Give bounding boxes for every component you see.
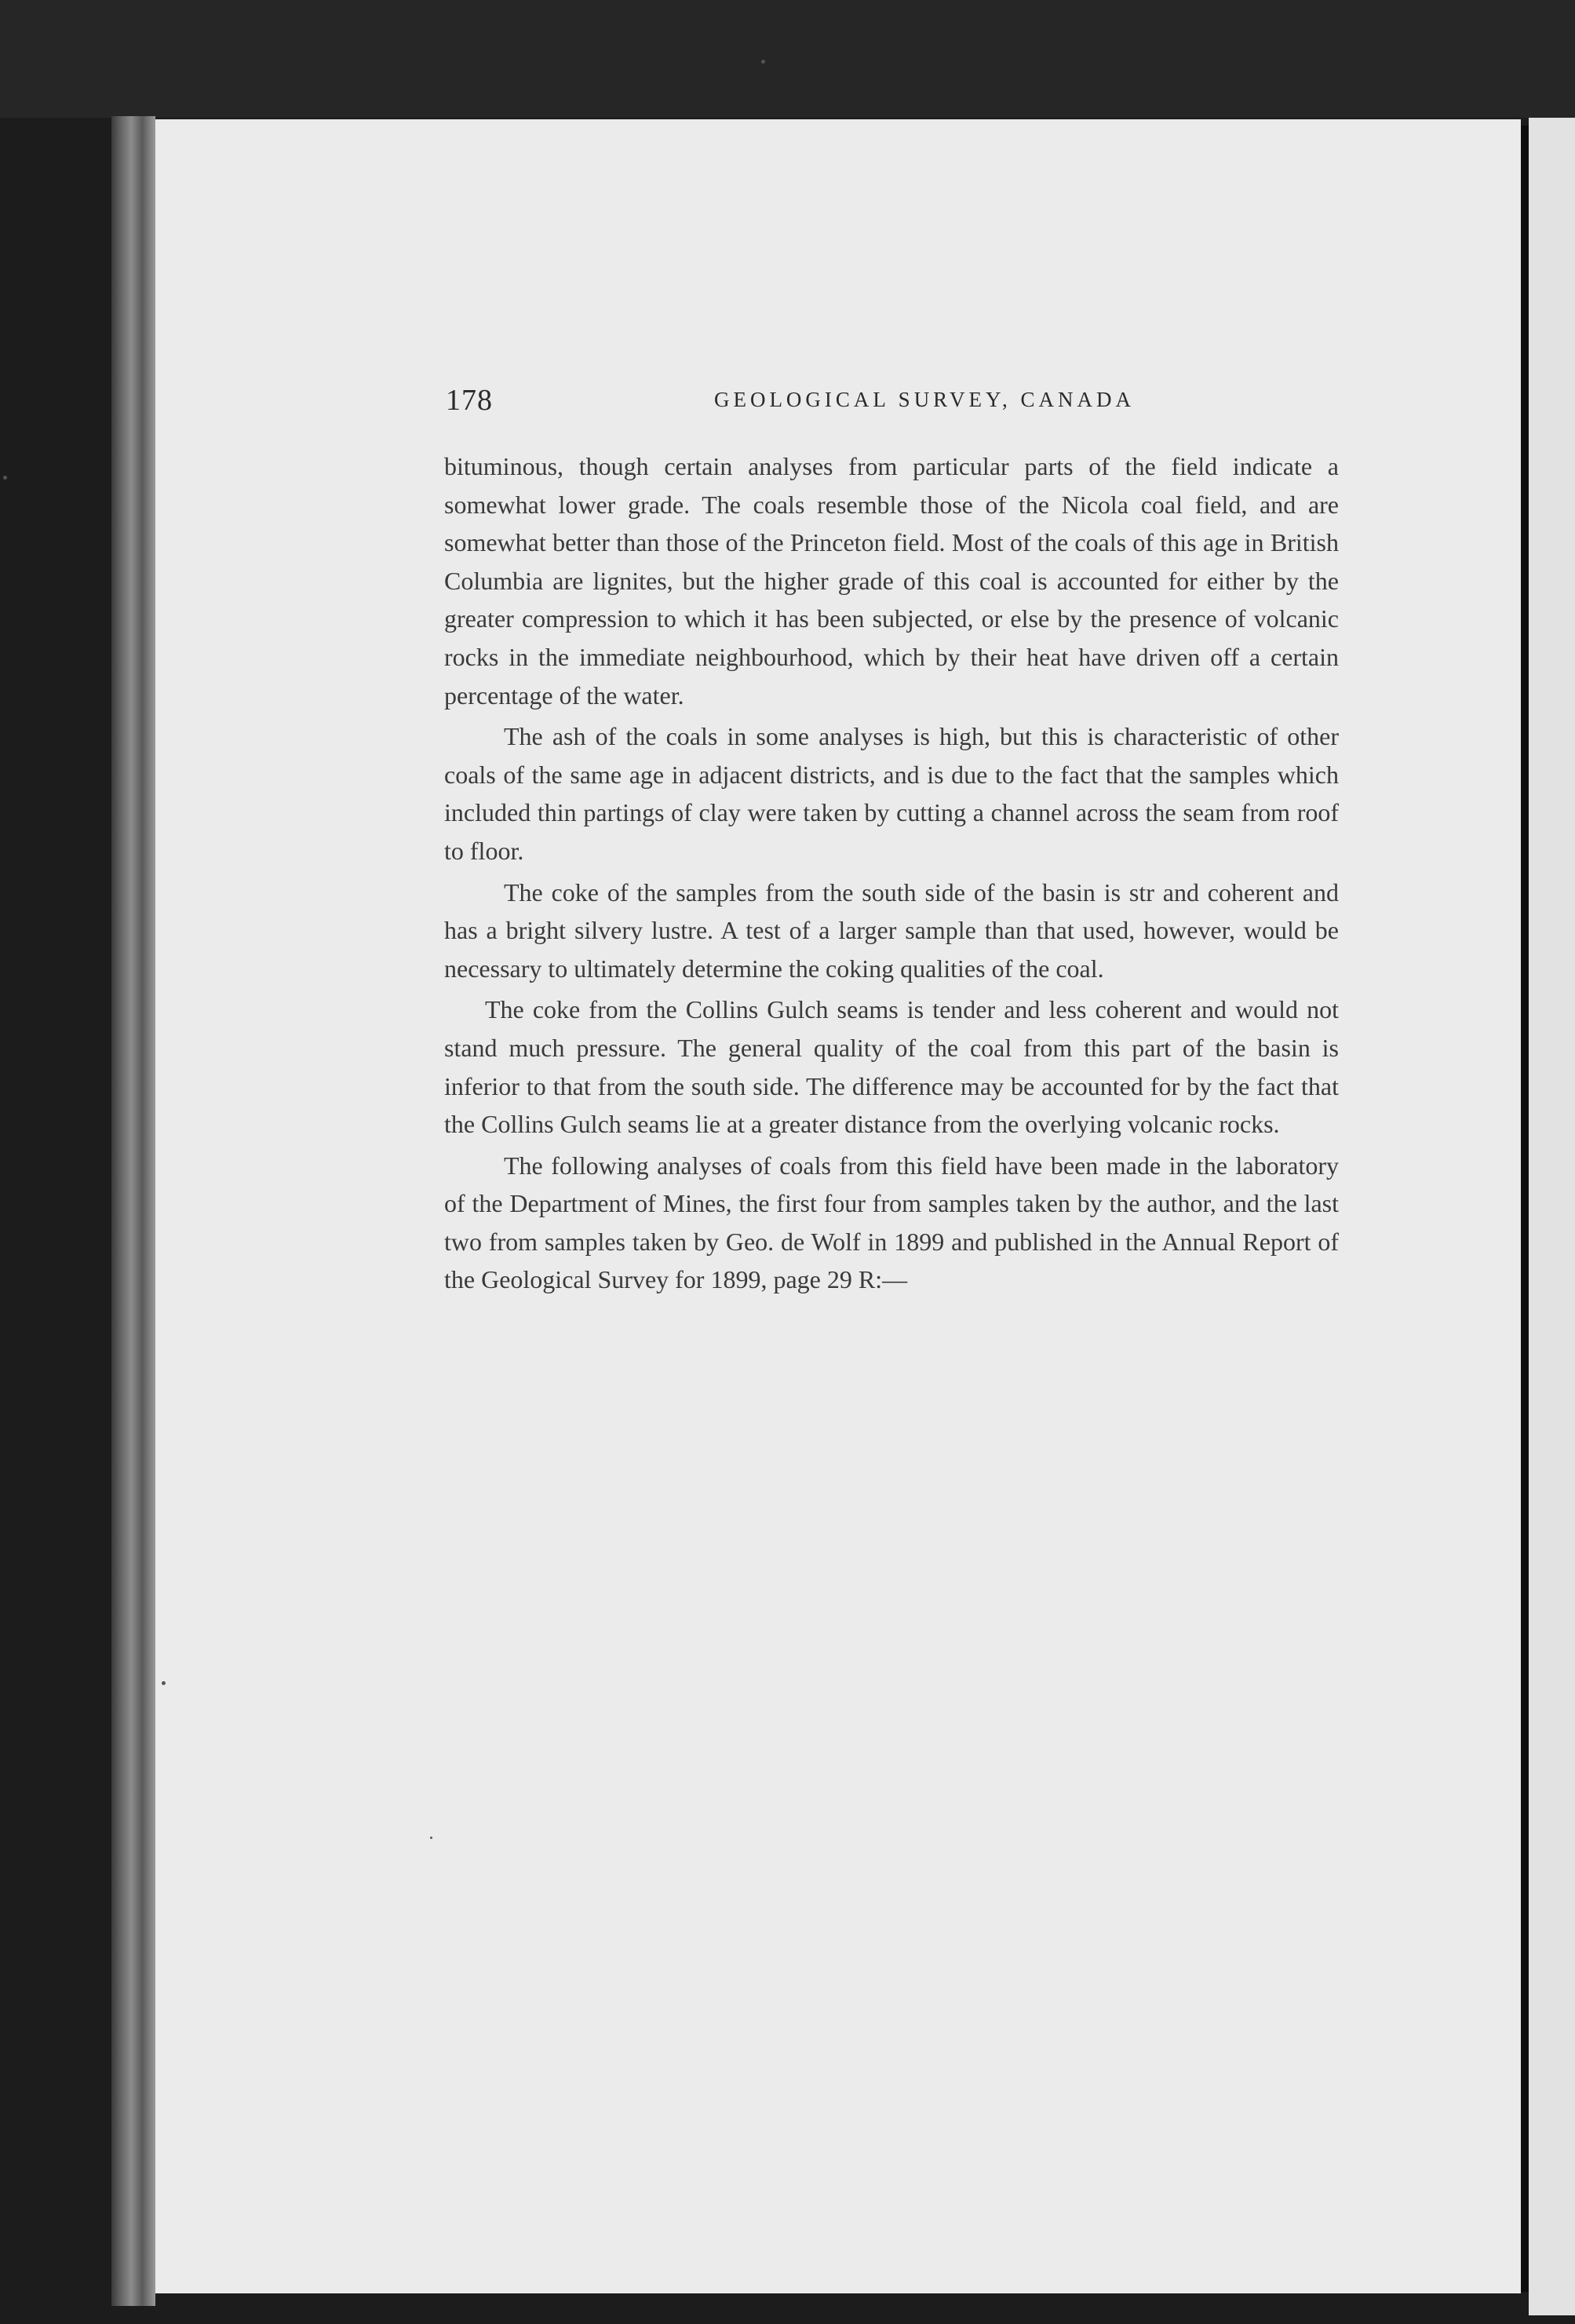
scan-speck [162,1681,166,1685]
paragraph: The coke of the samples from the south side of the basin is str and coherent and has a bright silvery lustre. A test of a larger sample than that used, however, would be necessary to ultimately determine the coking qualities of the coal. [444,877,1339,983]
page-edge-shadow [1521,126,1529,2292]
page-header [446,383,1340,422]
scan-speck [761,60,765,64]
body-text [444,447,1339,1299]
paragraph: The following analyses of coals from this field have been made in the laboratory of the Department of Mines, the first four from samples taken by the author, and the last two from samples taken by Geo. de Wolf in 1899 and published in the Annual Report of the Geological Survey for 1899, page 29 R:— [444,1151,1339,1294]
book-binding [111,116,155,2306]
scan-background-top [0,0,1575,118]
page-number: 178 [446,384,493,417]
scan-speck [3,476,7,480]
running-head: GEOLOGICAL SURVEY, CANADA [713,388,1136,411]
paragraph: The ash of the coals in some analyses is high, but this is characteristic of other coals of the same age in adjacent districts, and is due to the fact that the samples which included thin partings of clay were taken by cutting a channel across the seam from roof to floor. [444,722,1339,865]
paragraph: The coke from the Collins Gulch seams is tender and less coherent and would not stand much pressure. The general quality of the coal from this part of the basin is inferior to that from the south side. The difference may be accounted for by the fact that the Collins Gulch seams lie at a greater distance from the overlying volcanic rocks. [444,995,1339,1139]
paragraph: bituminous, though certain analyses from particular parts of the field indicate a somewhat lower grade. The coals resemble those of the Nicola coal field, and are somewhat better than those of the Princeton field. Most of the coals of this age in British Columbia are lignites, but the higher grade of this coal is accounted for either by the greater compression to which it has been subjected, or else by the presence of volcanic rocks in the immediate neighbourhood, which by their heat have driven off a certain percentage of the water. [444,452,1339,710]
scan-speck [430,1837,432,1839]
next-page-edge [1529,118,1575,2315]
